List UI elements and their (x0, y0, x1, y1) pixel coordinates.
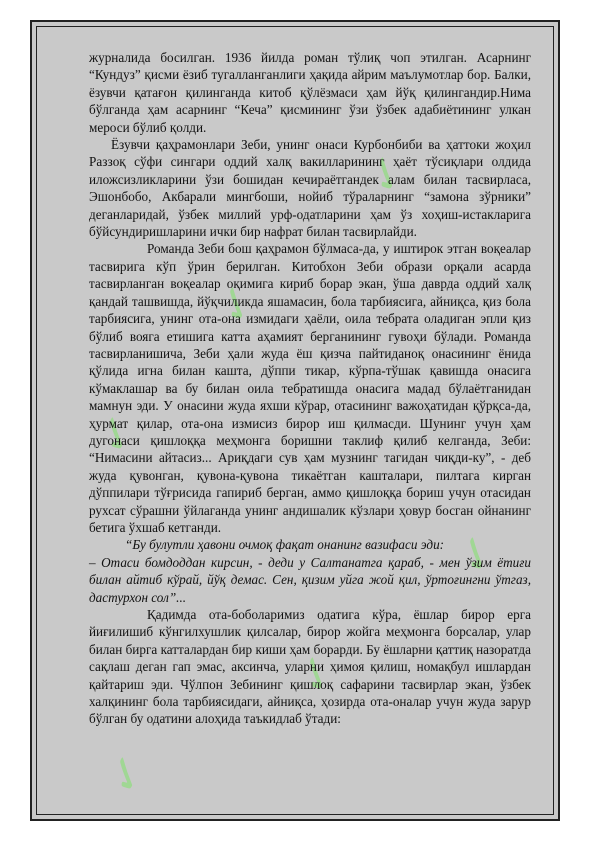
page-border-outer (30, 20, 560, 821)
watermark-check-icon: ✓ (353, 142, 420, 206)
watermark-check-icon: ✓ (443, 522, 510, 586)
watermark-check-icon: ✓ (83, 402, 150, 466)
watermark-check-icon: ✓ (203, 272, 270, 336)
watermark-check-icon: ✓ (93, 742, 160, 806)
quote-paragraph: “Бу булутли ҳавони очмоқ фақат онанинг вазифаси эди: (125, 537, 445, 553)
paragraph: Ёзувчи қаҳрамонлари Зеби, унинг онаси Курбонбиби ва ҳаттоки жоҳил Раззоқ сўфи сингари оддий халқ вакилларининг ҳаёт тўсиқлари олдида иложсизликларини ўзи бошидан кечираётгандек алам билан тасвирласа, Эшонбобо, Акбарали мингбоши, нойиб тўраларнинг “замона зўрники” деганларидай, ўзбек миллий урф-одатларини ҳам ўз хоҳиш-истакларига бўйсундиришларини ички бир нафрат билан тасвирлайди. (89, 137, 531, 240)
quote-paragraph: – Отаси бомдоддан кирсин, - деди у Салтанатга қараб, - мен ўзим ётиғи билан айтиб кўрай, йўқ демас. Сен, қизим уйга жой қил, ўртоғингни ўтгаз, дастурхон сол”... (89, 554, 531, 605)
paragraph: журналида босилган. 1936 йилда роман тўлиқ чоп этилган. Асарнинг “Кундуз” қисми ёзиб тугалланганлиги ҳақида айрим маълумотлар бор. Балки, ёзувчи қатағон қилинганда китоб қўлёзмаси ҳам йўқ қилингандир.Нима бўлганда ҳам асарнинг “Кеча” қисмининг ўзи ўзбек адабиётининг улкан мероси бўлиб қолди. (89, 50, 531, 135)
page-border-inner (36, 26, 554, 815)
paragraph: Қадимда ота-боболаримиз одатига кўра, ёшлар бирор ерга йиғилишиб кўнгилхушлик қилсалар, бирор жойга меҳмонга борсалар, улар билан бирга катталардан бир киши ҳам борарди. Бу ёшларни қаттиқ назоратда сақлаш деган гап эмас, аксинча, уларни ҳимоя қилиш, номақбул ишлардан қайтариш эди. Чўлпон Зебининг қишлоқ сафарини тасвирлар экан, ўзбек халқининг бола тарбиясидаги, айниқса, ҳозирда ота-оналар учун жуда зарур бўлган бу одатини алоҳида таъкидлаб ўтади: (89, 607, 531, 727)
watermark-check-icon: ✓ (283, 642, 350, 706)
paragraph: Романда Зеби бош қаҳрамон бўлмаса-да, у иштирок этган воқеалар тасвирига кўп ўрин берилган. Китобхон Зеби образи орқали асарда тасвирланган воқеалар оқимига кириб борар экан, ўша даврда оддий халқ қандай ташвишда, йўқчиликда яшамасин, бола тарбиясига, айниқса, қиз бола тарбиясига, унинг ота-она измидаги ҳаёли, оила тебрата оладиган эпли қиз бўлиб вояга етишига катта аҳамият берганининг гувоҳи бўлади. Романда тасвирланишича, Зеби ҳали жуда ёш қизча пайтиданоқ онасининг ёнида қўлида игна билан кашта, дўппи тикар, кўрпа-тўшак қавишда онасига кўмаклашар ва бу билан оила тебратишда онасига мадад бўлаётганидан мамнун эди. У онасини жуда яхши кўрар, отасининг важоҳатидан қўрқса-да, ҳурмат қилар, ота-она измисиз бирор иш қилмасди. Шунинг учун ҳам дугонаси қишлоққа меҳмонга боришни таклиф қилиб келганда, Зеби: “Нимасини айтасиз... Ариқдаги сув ҳам музнинг тагидан чиқди-ку”, - деб жуда қувонган, қувона-қувона тикаётган кашталари, пилтага кирган дўппилари тўғрисида гапириб берган, аммо қишлоққа бориш учун отасидан рухсат сўрашни ўйлаганда унинг андишалик кўзлари ҳовур босган ойнанинг бетига ўхшаб кетганди. (89, 241, 531, 535)
body-text (89, 49, 531, 728)
